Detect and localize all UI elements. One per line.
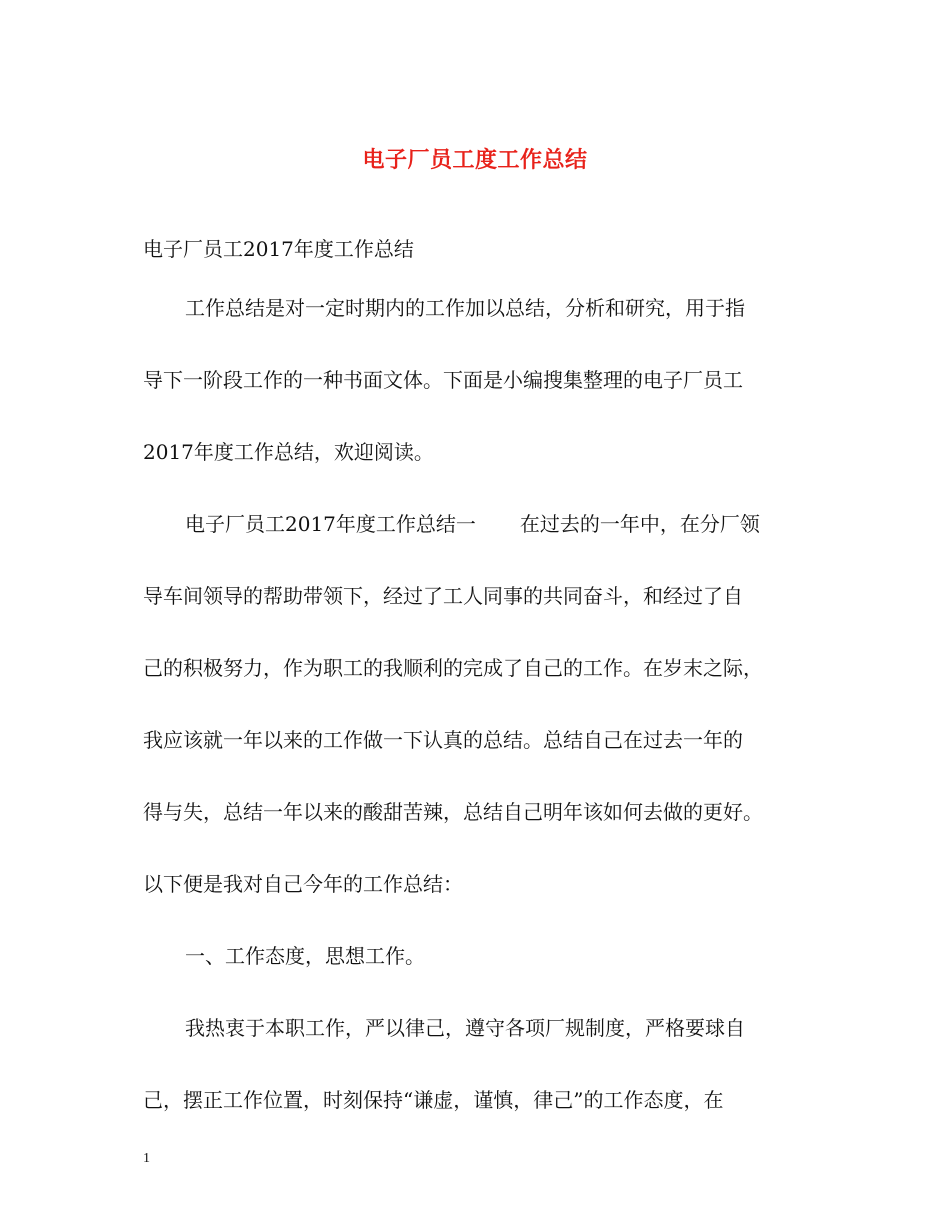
body-line-8: 得与失，总结一年以来的酸甜苦辣，总结自己明年该如何去做的更好。 (143, 800, 763, 824)
body-line-12: 己，摆正工作位置，时刻保持“谦虚，谨慎，律己”的工作态度，在 (143, 1088, 724, 1112)
section-text-inline: 在过去的一年中，在分厂领 (519, 512, 760, 536)
body-line-3: 2017年度工作总结，欢迎阅读。 (143, 440, 434, 464)
body-line-10: 一、工作态度，思想工作。 (185, 944, 425, 968)
body-line-6: 己的积极努力，作为职工的我顺利的完成了自己的工作。在岁末之际， (143, 656, 763, 680)
page-number: 1 (143, 1151, 150, 1166)
body-line-5: 导车间领导的帮助带领下，经过了工人同事的共同奋斗，和经过了自 (143, 584, 743, 608)
document-subtitle: 电子厂员工2017年度工作总结 (143, 237, 414, 261)
body-line-9: 以下便是我对自己今年的工作总结： (143, 872, 463, 896)
body-line-2: 导下一阶段工作的一种书面文体。下面是小编搜集整理的电子厂员工 (143, 368, 743, 392)
body-line-4 (143, 504, 807, 576)
document-title: 电子厂员工度工作总结 (362, 148, 588, 173)
body-line-7: 我应该就一年以来的工作做一下认真的总结。总结自己在过去一年的 (143, 728, 743, 752)
body-line-1: 工作总结是对一定时期内的工作加以总结，分析和研究，用于指 (185, 296, 745, 320)
section-heading-inline: 电子厂员工2017年度工作总结一 (185, 512, 476, 536)
body-line-11: 我热衷于本职工作，严以律己，遵守各项厂规制度，严格要球自 (185, 1016, 745, 1040)
document-body (143, 288, 807, 1152)
